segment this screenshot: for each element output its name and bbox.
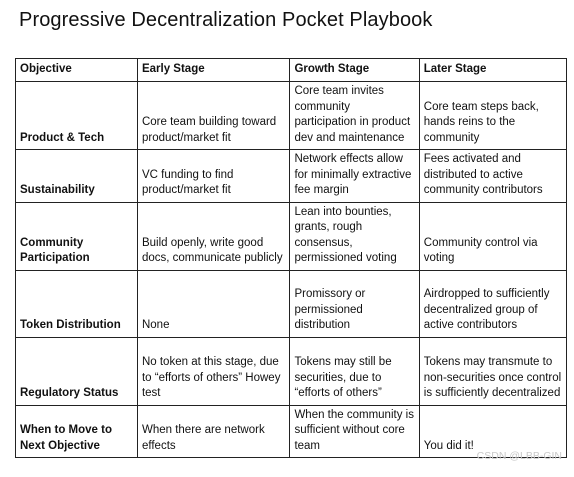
cell-growth-stage: When the community is sufficient without core team: [290, 405, 419, 458]
table-row: [16, 337, 567, 405]
watermark: CSDN @LBB-GIN: [476, 450, 562, 462]
playbook-table: [15, 58, 567, 458]
cell-growth-stage: Lean into bounties, grants, rough consensus, permissioned voting: [290, 202, 419, 270]
row-objective: Regulatory Status: [16, 337, 138, 405]
table-row: [16, 150, 567, 203]
cell-early-stage: Build openly, write good docs, communicate publicly: [137, 202, 289, 270]
cell-later-stage: Fees activated and distributed to active community contributors: [419, 150, 566, 203]
row-objective: Token Distribution: [16, 270, 138, 337]
cell-later-stage: You did it!: [419, 405, 566, 458]
header-growth-stage: Growth Stage: [290, 59, 419, 82]
cell-early-stage: No token at this stage, due to “efforts of others” Howey test: [137, 337, 289, 405]
cell-growth-stage: Promissory or permissioned distribution: [290, 270, 419, 337]
cell-growth-stage: Network effects allow for minimally extractive fee margin: [290, 150, 419, 203]
header-early-stage: Early Stage: [137, 59, 289, 82]
table-row: [16, 202, 567, 270]
cell-early-stage: When there are network effects: [137, 405, 289, 458]
header-objective: Objective: [16, 59, 138, 82]
cell-early-stage: VC funding to find product/market fit: [137, 150, 289, 203]
header-later-stage: Later Stage: [419, 59, 566, 82]
cell-growth-stage: Tokens may still be securities, due to “efforts of others”: [290, 337, 419, 405]
cell-later-stage: Community control via voting: [419, 202, 566, 270]
cell-early-stage: None: [137, 270, 289, 337]
row-objective: Product & Tech: [16, 82, 138, 150]
row-objective: Sustainability: [16, 150, 138, 203]
row-objective: Community Participation: [16, 202, 138, 270]
cell-later-stage: Core team steps back, hands reins to the community: [419, 82, 566, 150]
table-row: [16, 82, 567, 150]
cell-later-stage: Tokens may transmute to non-securities once control is sufficiently decentralized: [419, 337, 566, 405]
cell-early-stage: Core team building toward product/market fit: [137, 82, 289, 150]
page-title: Progressive Decentralization Pocket Playbook: [19, 9, 433, 31]
table-row: [16, 270, 567, 337]
cell-later-stage: Airdropped to sufficiently decentralized group of active contributors: [419, 270, 566, 337]
table-header-row: [16, 59, 567, 82]
row-objective: When to Move to Next Objective: [16, 405, 138, 458]
cell-growth-stage: Core team invites community participation in product dev and maintenance: [290, 82, 419, 150]
